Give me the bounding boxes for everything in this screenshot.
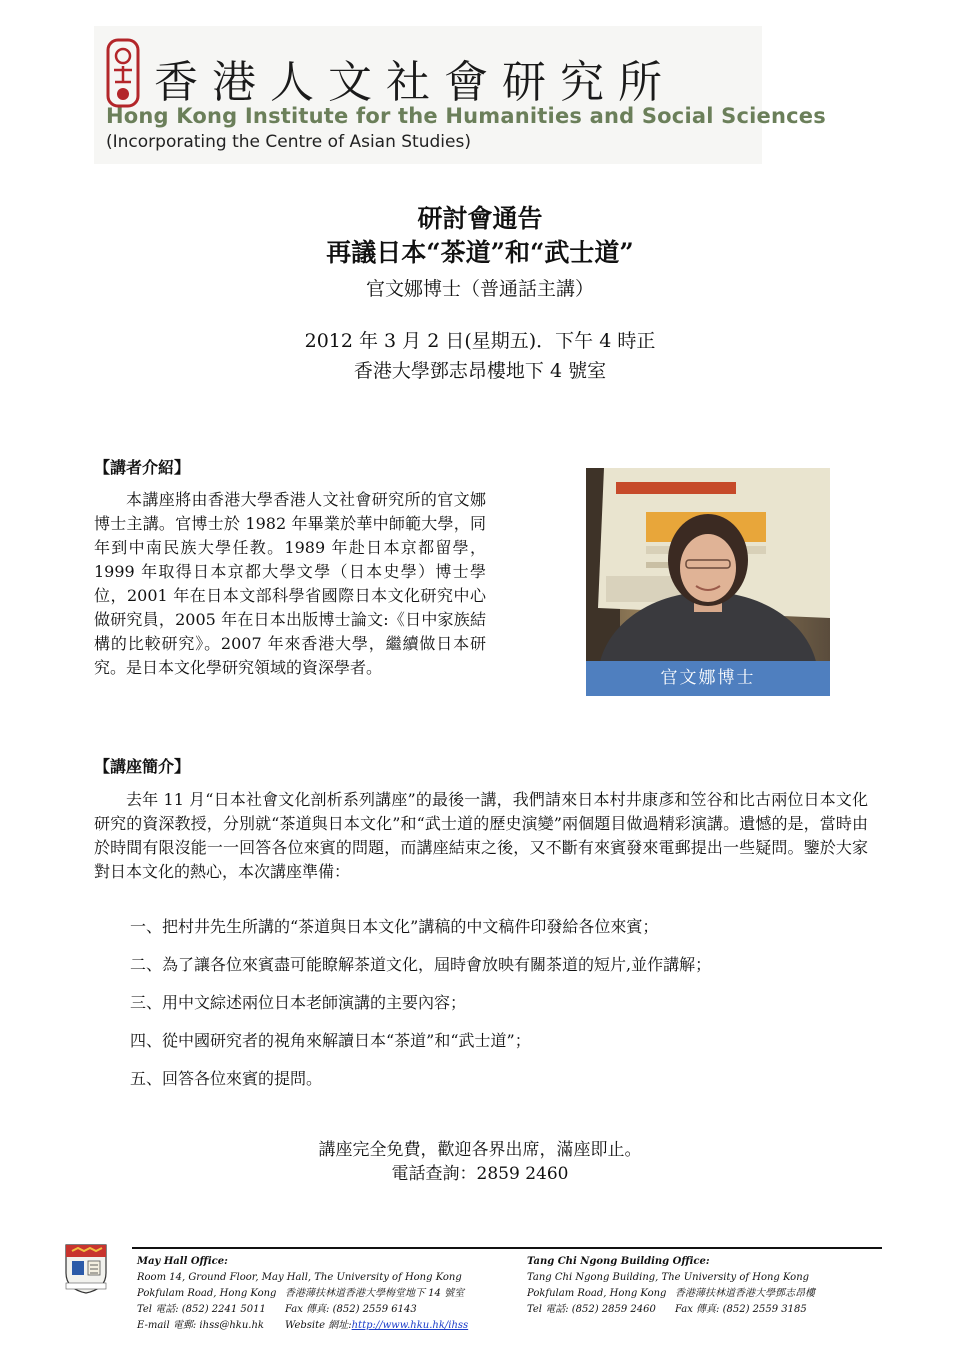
- list-item: 五、回答各位來賓的提問。: [130, 1069, 323, 1088]
- footer-may-hall-office: [137, 1254, 468, 1334]
- speaker-photo-caption: 官文娜博士: [586, 661, 830, 696]
- speaker-photo-box: [586, 468, 830, 696]
- list-item: 一、把村井先生所講的“茶道與日本文化”講稿的中文稿件印發給各位來賓；: [130, 917, 659, 936]
- institute-seal-logo: [104, 38, 142, 108]
- website-link[interactable]: http://www.hku.hk/ihss: [351, 1320, 469, 1331]
- speaker-section-title: 【講者介紹】: [94, 458, 191, 477]
- office-phone: Tel 電話: (852) 2241 5011: [137, 1304, 266, 1315]
- free-admission-note: 講座完全免費，歡迎各界出席，滿座即止。: [318, 1140, 642, 1160]
- office-address-line: Tang Chi Ngong Building, The University of Hong Kong: [527, 1272, 810, 1283]
- hku-crest-logo: [64, 1243, 108, 1295]
- office-fax: Fax 傳真: (852) 2559 3185: [675, 1304, 807, 1315]
- lecture-section-title: 【講座簡介】: [94, 757, 191, 776]
- footer-divider: [132, 1247, 882, 1249]
- list-item: 二、為了讓各位來賓盡可能瞭解茶道文化，屆時會放映有關茶道的短片,並作講解；: [130, 955, 712, 974]
- notice-heading: 研討會通告: [417, 204, 543, 233]
- speaker-bio: 本講座將由香港大學香港人文社會研究所的官文娜博士主講。官博士於 1982 年畢業於華中師範大學，同年到中南民族大學任教。1989 年赴日本京都留學，1999 年取得日本京都大學文學（日本史學）博士學位，2001 年在日本文部科學省國際日本文化研究中心做研究員，2005 年在日本出版博士論文:《日中家族結構的比較研究》。2007 年來香港大學，繼續做日本研究。是日本文化學研究領域的資深學者。: [94, 490, 486, 677]
- seminar-venue: 香港大學鄧志昂樓地下 4 號室: [353, 360, 607, 382]
- institute-name-chinese: 香港人文社會研究所: [154, 57, 676, 108]
- notice-title-block: [0, 202, 960, 386]
- institute-name-english: Hong Kong Institute for the Humanities and Social Sciences: [106, 104, 826, 128]
- seminar-topic: 再議日本“茶道”和“武士道”: [326, 238, 634, 267]
- office-title: Tang Chi Ngong Building Office:: [527, 1256, 710, 1267]
- office-address-line: Room 14, Ground Floor, May Hall, The University of Hong Kong: [137, 1272, 462, 1283]
- lecture-plan-list: [130, 915, 870, 1105]
- office-address-chinese: 香港薄扶林道香港大學鄧志昂樓: [675, 1288, 815, 1299]
- office-phone: Tel 電話: (852) 2859 2460: [527, 1304, 656, 1315]
- website-label: Website 網址:: [285, 1320, 352, 1331]
- speaker-line: 官文娜博士（普通話主講）: [365, 278, 594, 300]
- lecture-intro: 去年 11 月“日本社會文化剖析系列講座”的最後一講，我們請來日本村井康彥和笠谷和比古兩位日本文化研究的資深教授，分別就“茶道與日本文化”和“武士道的歷史演變”兩個題目做過精彩演講。遺憾的是，當時由於時間有限沒能一一回答各位來賓的問題，而講座結束之後，又不斷有來賓發來電郵提出一些疑問。鑒於大家對日本文化的熱心，本次講座準備：: [94, 790, 868, 881]
- institute-subtitle: (Incorporating the Centre of Asian Studies): [106, 132, 471, 152]
- closing-block: [0, 1138, 960, 1186]
- list-item: 三、用中文綜述兩位日本老師演講的主要內容；: [130, 993, 467, 1012]
- office-email[interactable]: E-mail 電郵: ihss@hku.hk: [137, 1320, 264, 1331]
- list-item: 四、從中國研究者的視角來解讀日本“茶道”和“武士道”；: [130, 1031, 531, 1050]
- enquiry-phone: 電話查詢：2859 2460: [391, 1164, 569, 1184]
- office-address-line: Pokfulam Road, Hong Kong: [527, 1288, 667, 1299]
- office-address-line: Pokfulam Road, Hong Kong: [137, 1288, 277, 1299]
- footer-tang-chi-ngong-office: [527, 1254, 815, 1318]
- institute-header: [94, 26, 826, 164]
- office-fax: Fax 傳真: (852) 2559 6143: [285, 1304, 417, 1315]
- seminar-datetime: 2012 年 3 月 2 日(星期五)．下午 4 時正: [304, 330, 656, 352]
- office-title: May Hall Office:: [137, 1256, 228, 1267]
- speaker-photo: [586, 468, 830, 661]
- office-address-chinese: 香港薄扶林道香港大學梅堂地下 14 號室: [285, 1288, 465, 1299]
